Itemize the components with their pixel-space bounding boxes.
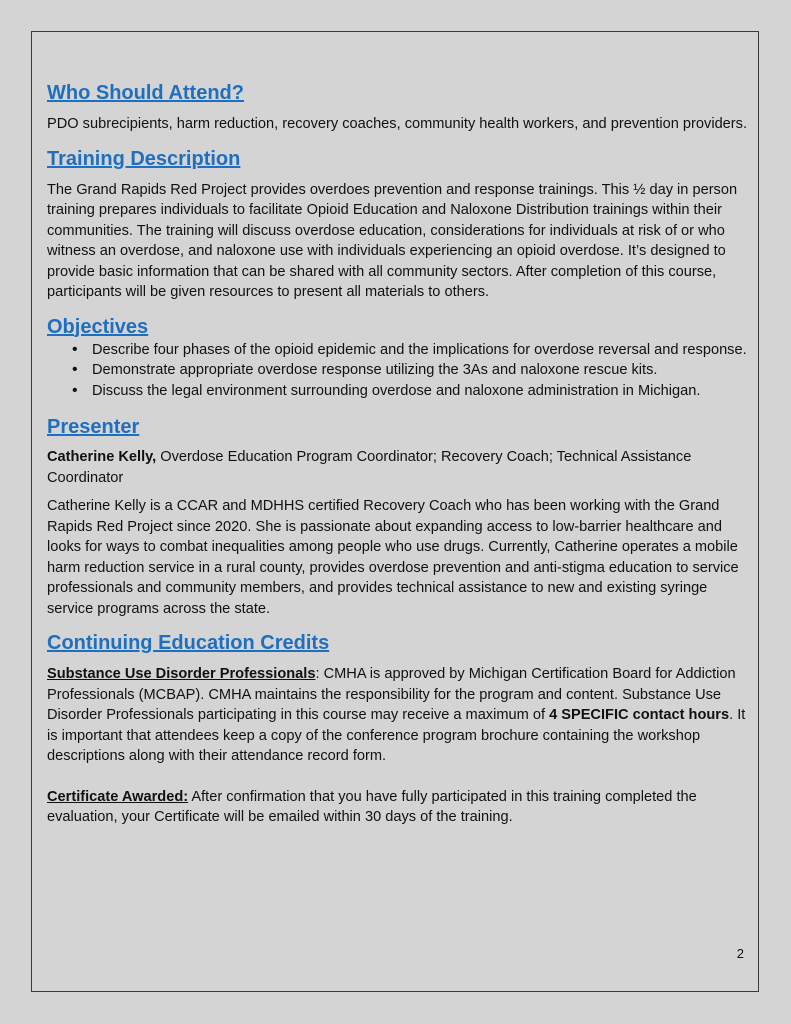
heading-who-should-attend: Who Should Attend? bbox=[47, 82, 244, 104]
objectives-list bbox=[47, 340, 747, 402]
ce-sud-contact-hours: 4 SPECIFIC contact hours bbox=[549, 707, 730, 723]
ce-sud-label: Substance Use Disorder Professionals bbox=[47, 666, 316, 682]
document-page bbox=[31, 31, 759, 992]
objective-item: • Describe four phases of the opioid epidemic and the implications for overdose reversal and response. bbox=[92, 340, 747, 361]
ce-sud-paragraph bbox=[47, 664, 747, 767]
ce-sud-text-2: . It is important that attendees keep a copy of the conference program brochure containing the workshop descriptions along with their attendance record form. bbox=[47, 707, 746, 764]
objective-item: • Discuss the legal environment surrounding overdose and naloxone administration in Michigan. bbox=[92, 381, 747, 402]
page-content bbox=[47, 80, 747, 828]
who-should-attend-text: PDO subrecipients, harm reduction, recovery coaches, community health workers, and prevention providers. bbox=[47, 116, 748, 132]
ce-sud-text-1: : CMHA is approved by Michigan Certification Board for Addiction Professionals (MCBAP). CMHA maintains the responsibility for the program and content. Substance Use Disorder Professionals participating in this course may receive a maximum of bbox=[47, 666, 736, 723]
page-number: 2 bbox=[736, 946, 744, 961]
presenter-bio: Catherine Kelly is a CCAR and MDHHS certified Recovery Coach who has been working with the Grand Rapids Red Project since 2020. She is passionate about expanding access to low-barrier healthcare and looks for ways to combat inequalities among people who use drugs. Currently, Catherine operates a mobile harm reduction service in a rural county, provides overdose prevention and anti-stigma education to service professionals and community members, and provides technical assistance to new and existing syringe service programs across the state. bbox=[47, 498, 739, 617]
training-description-text: The Grand Rapids Red Project provides overdoes prevention and response trainings. This ½ day in person training prepares individuals to facilitate Opioid Education and Naloxone Distribution trainings within their communities. The training will discuss overdose education, considerations for individuals at risk of or who witness an overdose, and naloxone use with individuals experiencing an opioid overdose. It’s designed to provide basic information that can be shared with all community sectors. After completion of this course, participants will be given resources to present all materials to others. bbox=[47, 181, 738, 300]
heading-training-description: Training Description bbox=[47, 147, 241, 170]
presenter-name: Catherine Kelly, bbox=[47, 449, 157, 465]
ce-certificate-label: Certificate Awarded: bbox=[47, 788, 189, 805]
heading-objectives: Objectives bbox=[47, 315, 149, 338]
ce-certificate-text: After confirmation that you have fully participated in this training completed the evaluation, your Certificate will be emailed within 30 days of the training. bbox=[47, 788, 697, 825]
presenter-roles: Overdose Education Program Coordinator; Recovery Coach; Technical Assistance Coordinator bbox=[47, 449, 692, 486]
ce-certificate-paragraph bbox=[47, 787, 747, 828]
objective-item: • Demonstrate appropriate overdose response utilizing the 3As and naloxone rescue kits. bbox=[92, 360, 747, 381]
heading-presenter: Presenter bbox=[47, 416, 140, 438]
presenter-title bbox=[47, 447, 747, 488]
heading-continuing-education-credits: Continuing Education Credits bbox=[47, 632, 330, 654]
